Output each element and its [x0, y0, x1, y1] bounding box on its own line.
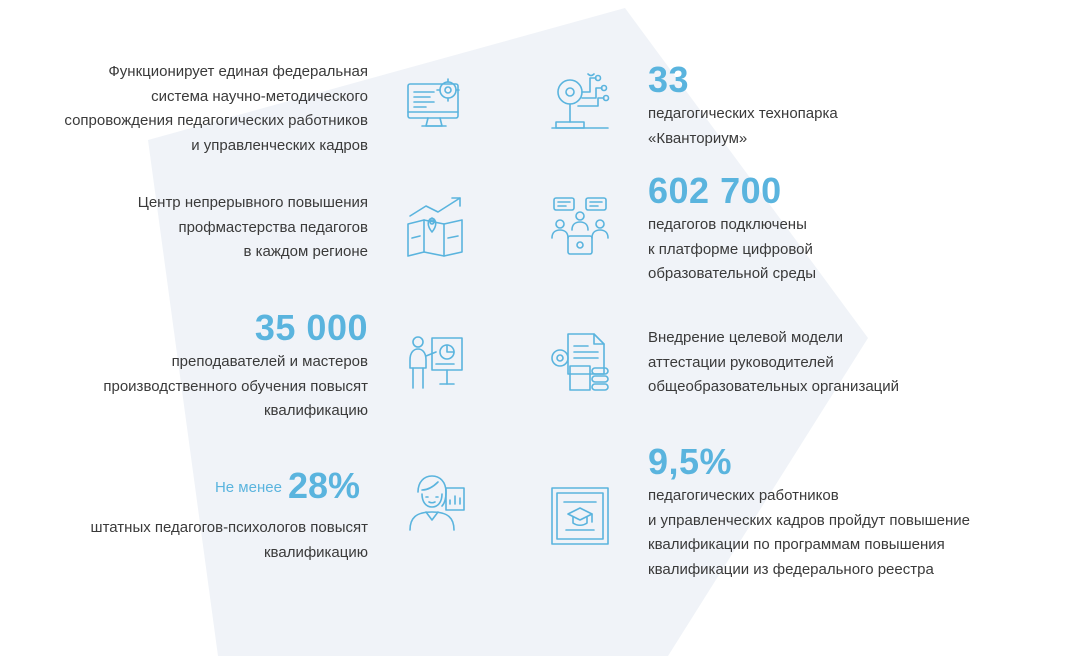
quantorium-text: педагогических технопарка «Кванториум» — [648, 105, 838, 147]
digital-platform-text: педагогов подключены к платформе цифровой образовательной среды — [648, 216, 816, 282]
diploma-certificate-icon — [548, 484, 612, 548]
attestation-text: Внедрение целевой модели аттестации руководителей общеобразовательных организаций — [648, 329, 900, 395]
psychologists-number: 28% — [287, 465, 360, 506]
document-certification-icon — [548, 330, 612, 394]
presentation-teacher-icon — [404, 330, 468, 394]
teachers-trained-text: преподавателей и мастеров производственного обучения повысят квалификацию — [103, 353, 368, 419]
federal-registry-text: педагогических работников и управленческих кадров пройдут повышение квалификации по программам повышения квалификации из федерального реестра — [648, 487, 971, 578]
digital-platform-block — [648, 169, 1048, 287]
quantorium-number: 33 — [648, 59, 690, 100]
tech-tree-icon — [548, 70, 612, 134]
teachers-trained-number: 35 000 — [254, 307, 368, 348]
psychologist-woman-icon — [404, 470, 468, 534]
federal-registry-number: 9,5% — [648, 441, 733, 482]
psychologists-prefix: Не менее — [214, 479, 282, 496]
monitor-settings-icon — [404, 70, 468, 134]
psychologists-text: штатных педагогов-психологов повысят квалификацию — [90, 519, 368, 561]
federal-system-text: Функционирует единая федеральная система научно-методического сопровождения педагогических работников и управленческих кадров — [64, 63, 368, 154]
network-people-icon — [548, 194, 612, 258]
growth-map-icon — [404, 194, 468, 258]
regional-center-text: Центр непрерывного повышения профмастерства педагогов в каждом регионе — [137, 194, 368, 260]
quantorium-block — [648, 58, 1048, 151]
psychologists-block — [8, 464, 368, 565]
teachers-trained-block — [8, 306, 368, 424]
federal-registry-block — [648, 440, 1068, 582]
digital-platform-number: 602 700 — [648, 170, 782, 211]
